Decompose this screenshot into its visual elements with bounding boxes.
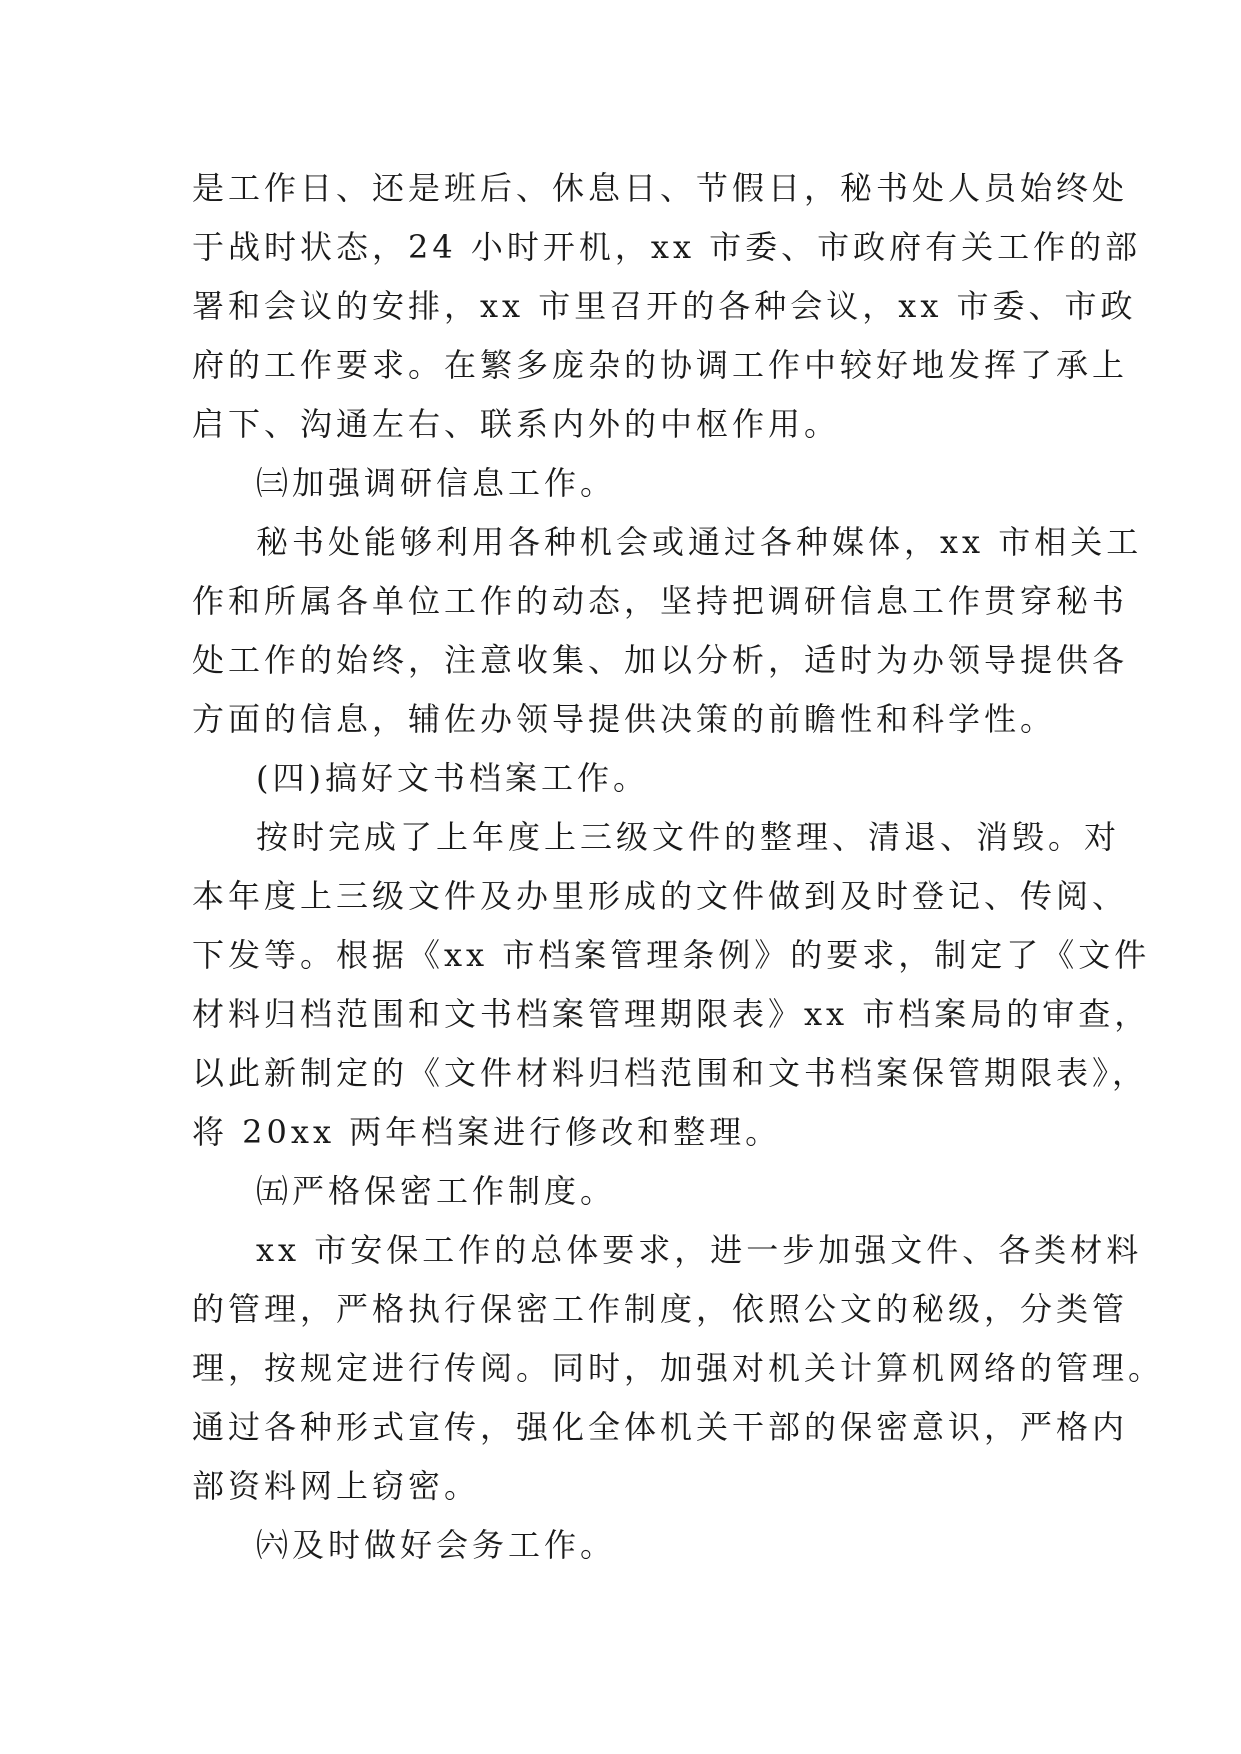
text-line: 按时完成了上年度上三级文件的整理、清退、消毁。对 <box>256 818 1121 856</box>
section-heading: ㈢加强调研信息工作。 <box>256 464 617 502</box>
text-line: 处工作的始终，注意收集、加以分析，适时为办领导提供各 <box>192 641 1129 679</box>
text-line: 部资料网上窃密。 <box>192 1467 481 1505</box>
text-line: 署和会议的安排，xx 市里召开的各种会议，xx 市委、市政 <box>192 287 1137 325</box>
text-line: 理，按规定进行传阅。同时，加强对机关计算机网络的管理。 <box>192 1349 1165 1387</box>
text-line: 的管理，严格执行保密工作制度，依照公文的秘级，分类管 <box>192 1290 1129 1328</box>
text-line: 作和所属各单位工作的动态，坚持把调研信息工作贯穿秘书 <box>192 582 1129 620</box>
text-line: 本年度上三级文件及办里形成的文件做到及时登记、传阅、 <box>192 877 1129 915</box>
text-line: 方面的信息，辅佐办领导提供决策的前瞻性和科学性。 <box>192 700 1057 738</box>
section-heading: ㈥及时做好会务工作。 <box>256 1526 617 1564</box>
text-line: 启下、沟通左右、联系内外的中枢作用。 <box>192 405 841 443</box>
text-line: 秘书处能够利用各种机会或通过各种媒体，xx 市相关工 <box>256 523 1143 561</box>
text-line: 府的工作要求。在繁多庞杂的协调工作中较好地发挥了承上 <box>192 346 1129 384</box>
section-heading: (四)搞好文书档案工作。 <box>256 759 649 797</box>
text-line: 是工作日、还是班后、休息日、节假日，秘书处人员始终处 <box>192 169 1129 207</box>
text-line: 通过各种形式宣传，强化全体机关干部的保密意识，严格内 <box>192 1408 1129 1446</box>
text-line: 材料归档范围和文书档案管理期限表》xx 市档案局的审查， <box>192 995 1151 1033</box>
text-line: 下发等。根据《xx 市档案管理条例》的要求，制定了《文件 <box>192 936 1151 974</box>
text-line: 将 20xx 两年档案进行修改和整理。 <box>192 1113 782 1151</box>
text-line: xx 市安保工作的总体要求，进一步加强文件、各类材料 <box>256 1231 1143 1269</box>
text-line: 于战时状态，24 小时开机，xx 市委、市政府有关工作的部 <box>192 228 1142 266</box>
section-heading: ㈤严格保密工作制度。 <box>256 1172 617 1210</box>
text-line: 以此新制定的《文件材料归档范围和文书档案保管期限表》， <box>192 1054 1149 1092</box>
document-body <box>192 159 1165 1575</box>
